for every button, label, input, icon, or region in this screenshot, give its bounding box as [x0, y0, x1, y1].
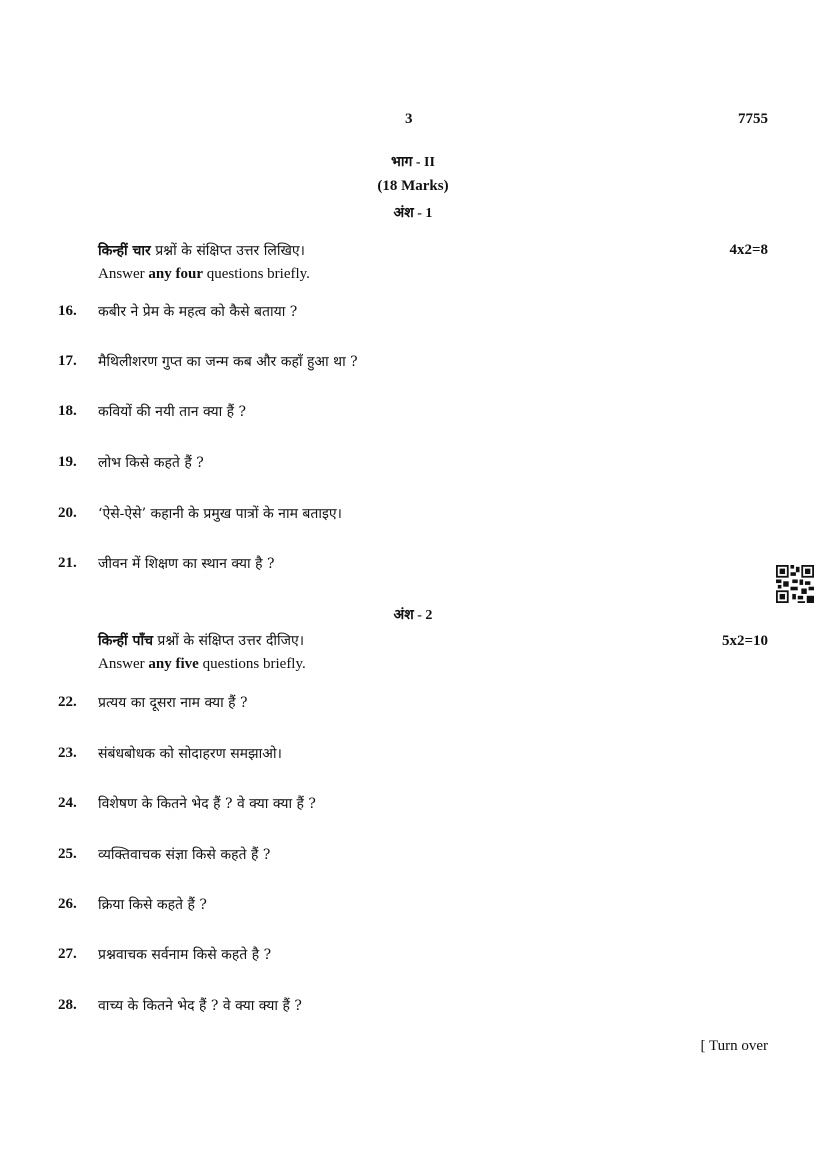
- question-number: 25.: [58, 846, 77, 862]
- part-title: भाग - II: [391, 155, 435, 170]
- question-number: 21.: [58, 555, 77, 571]
- instruction-bold: किन्हीं चार: [98, 243, 151, 259]
- section-2-instruction-english: [98, 656, 306, 673]
- question-text: ‘ऐसे-ऐसे’ कहानी के प्रमुख पात्रों के नाम बताइए।: [98, 506, 342, 522]
- instruction-bold: किन्हीं पाँच: [98, 633, 153, 649]
- question-number: 26.: [58, 896, 77, 912]
- turn-over-note: [ Turn over: [700, 1038, 768, 1054]
- question-text: मैथिलीशरण गुप्त का जन्म कब और कहाँ हुआ था ?: [98, 354, 358, 370]
- question-number: 19.: [58, 454, 77, 470]
- section-2-marks: 5x2=10: [721, 633, 768, 649]
- section-2-instruction-hindi: [98, 631, 304, 650]
- page-number: 3: [405, 111, 413, 127]
- question-number: 28.: [58, 997, 77, 1013]
- question-text: कबीर ने प्रेम के महत्व को कैसे बताया ?: [98, 304, 298, 320]
- instruction-en-bold: any four: [148, 266, 203, 282]
- question-number: 17.: [58, 353, 77, 369]
- section-1-instruction-english: [98, 266, 310, 283]
- question-number: 23.: [58, 745, 77, 761]
- instruction-en-post: questions briefly.: [198, 656, 306, 672]
- question-text: लोभ किसे कहते हैं ?: [98, 455, 204, 471]
- question-text: कवियों की नयी तान क्या हैं ?: [98, 404, 247, 420]
- question-text: क्रिया किसे कहते हैं ?: [98, 897, 207, 913]
- question-text: जीवन में शिक्षण का स्थान क्या है ?: [98, 556, 275, 572]
- question-text: व्यक्तिवाचक संज्ञा किसे कहते हैं ?: [98, 847, 271, 863]
- section-2-title: अंश - 2: [393, 608, 433, 623]
- instruction-rest: प्रश्नों के संक्षिप्त उत्तर लिखिए।: [150, 243, 305, 259]
- instruction-en-pre: Answer: [98, 656, 149, 672]
- instruction-en-pre: Answer: [98, 266, 149, 282]
- question-number: 20.: [58, 505, 77, 521]
- question-number: 27.: [58, 946, 77, 962]
- section-1-marks: 4x2=8: [729, 242, 768, 258]
- section-1-instruction-hindi: [98, 241, 305, 260]
- instruction-en-bold: any five: [148, 656, 199, 672]
- question-text: संबंधबोधक को सोदाहरण समझाओ।: [98, 746, 282, 762]
- paper-code: 7755: [738, 111, 768, 127]
- question-text: वाच्य के कितने भेद हैं ? वे क्या क्या हैं ?: [98, 998, 302, 1014]
- question-number: 16.: [58, 303, 77, 319]
- part-marks: (18 Marks): [377, 178, 449, 194]
- question-text: विशेषण के कितने भेद हैं ? वे क्या क्या हैं ?: [98, 796, 316, 812]
- qr-code-icon: [776, 565, 814, 603]
- question-text: प्रश्नवाचक सर्वनाम किसे कहते है ?: [98, 947, 272, 963]
- instruction-rest: प्रश्नों के संक्षिप्त उत्तर दीजिए।: [152, 633, 305, 649]
- section-1-title: अंश - 1: [393, 206, 433, 221]
- question-text: प्रत्यय का दूसरा नाम क्या हैं ?: [98, 695, 248, 711]
- question-number: 18.: [58, 403, 77, 419]
- instruction-en-post: questions briefly.: [203, 266, 310, 282]
- question-number: 24.: [58, 795, 77, 811]
- question-number: 22.: [58, 694, 77, 710]
